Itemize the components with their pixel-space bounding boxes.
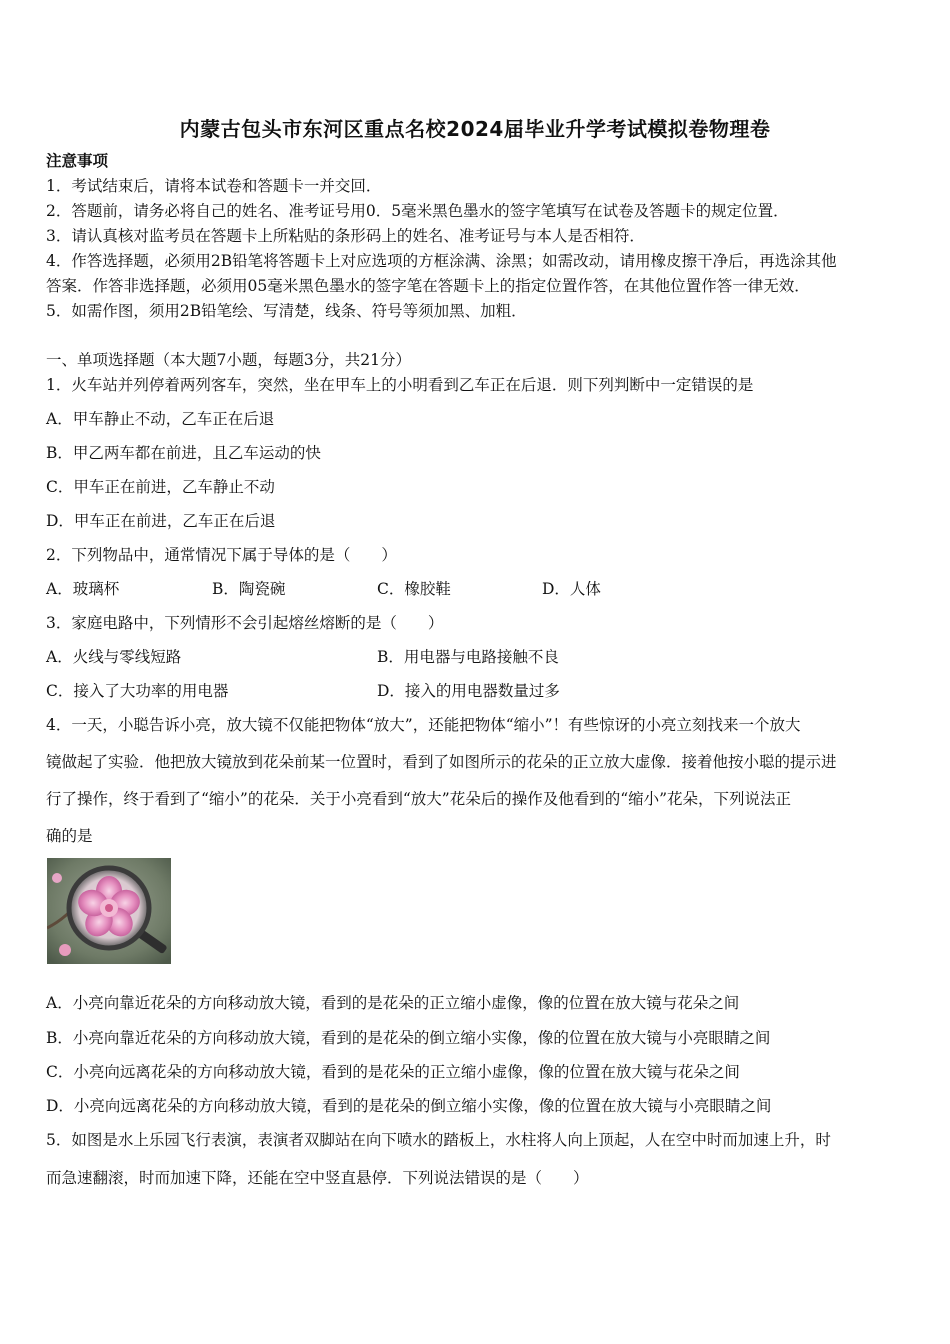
question-2-option-c: C．橡胶鞋 bbox=[377, 580, 451, 598]
exam-title: 内蒙古包头市东河区重点名校2024届毕业升学考试模拟卷物理卷 bbox=[179, 117, 771, 141]
question-4-option-d: D．小亮向远离花朵的方向移动放大镜，看到的是花朵的倒立缩小实像，像的位置在放大镜与小亮眼睛之间 bbox=[46, 1097, 772, 1115]
question-2-stem: 2．下列物品中，通常情况下属于导体的是（ ） bbox=[46, 546, 397, 564]
question-4-stem-line: 4．一天，小聪告诉小亮，放大镜不仅能把物体“放大”，还能把物体“缩小”！有些惊讶的小亮立刻找来一个放大 bbox=[46, 716, 801, 734]
question-4-stem-line: 行了操作，终于看到了“缩小”的花朵．关于小亮看到“放大”花朵后的操作及他看到的“缩小”花朵，下列说法正 bbox=[46, 790, 792, 808]
question-5-stem-line: 而急速翻滚，时而加速下降，还能在空中竖直悬停．下列说法错误的是（ ） bbox=[46, 1169, 589, 1187]
notice-item: 3．请认真核对监考员在答题卡上所粘贴的条形码上的姓名、准考证号与本人是否相符． bbox=[46, 227, 645, 245]
question-1-option-b: B．甲乙两车都在前进，且乙车运动的快 bbox=[46, 444, 321, 462]
notice-heading: 注意事项 bbox=[46, 151, 109, 170]
question-1-option-d: D．甲车正在前进，乙车正在后退 bbox=[46, 512, 276, 530]
question-1-stem: 1．火车站并列停着两列客车，突然，坐在甲车上的小明看到乙车正在后退．则下列判断中一定错误的是 bbox=[46, 376, 754, 394]
notice-item: 答案．作答非选择题，必须用05毫米黑色墨水的签字笔在答题卡上的指定位置作答，在其他位置作答一律无效． bbox=[46, 277, 810, 295]
question-4-option-c: C．小亮向远离花朵的方向移动放大镜，看到的是花朵的正立缩小虚像，像的位置在放大镜与花朵之间 bbox=[46, 1063, 740, 1081]
question-2-option-b: B．陶瓷碗 bbox=[212, 580, 286, 598]
question-1-option-c: C．甲车正在前进，乙车静止不动 bbox=[46, 478, 275, 496]
question-3-option-d: D．接入的用电器数量过多 bbox=[377, 682, 560, 700]
question-3-option-b: B．用电器与电路接触不良 bbox=[377, 648, 559, 666]
question-3-option-c: C．接入了大功率的用电器 bbox=[46, 682, 229, 700]
question-1-option-a: A．甲车静止不动，乙车正在后退 bbox=[46, 410, 275, 428]
question-3-stem: 3．家庭电路中，下列情形不会引起熔丝熔断的是（ ） bbox=[46, 614, 444, 632]
question-4-option-a: A．小亮向靠近花朵的方向移动放大镜，看到的是花朵的正立缩小虚像，像的位置在放大镜与花朵之间 bbox=[46, 994, 740, 1012]
notice-item: 5．如需作图，须用2B铅笔绘、写清楚，线条、符号等须加黑、加粗． bbox=[46, 302, 527, 320]
question-5-stem-line: 5．如图是水上乐园飞行表演，表演者双脚站在向下喷水的踏板上，水柱将人向上顶起，人在空中时而加速上升，时 bbox=[46, 1131, 831, 1149]
flower-magnifier-image bbox=[47, 858, 171, 964]
notice-item: 4．作答选择题，必须用2B铅笔将答题卡上对应选项的方框涂满、涂黑；如需改动，请用橡皮擦干净后，再选涂其他 bbox=[46, 252, 837, 270]
question-2-option-a: A．玻璃杯 bbox=[46, 580, 120, 598]
question-3-option-a: A．火线与零线短路 bbox=[46, 648, 182, 666]
notice-item: 1．考试结束后，请将本试卷和答题卡一并交回． bbox=[46, 177, 382, 195]
question-2-option-d: D．人体 bbox=[542, 580, 601, 598]
question-4-stem-line: 镜做起了实验．他把放大镜放到花朵前某一位置时，看到了如图所示的花朵的正立放大虚像．接着他按小聪的提示进 bbox=[46, 753, 837, 771]
section-heading: 一、单项选择题（本大题7小题，每题3分，共21分） bbox=[46, 351, 411, 369]
question-4-option-b: B．小亮向靠近花朵的方向移动放大镜，看到的是花朵的倒立缩小实像，像的位置在放大镜与小亮眼睛之间 bbox=[46, 1029, 771, 1047]
question-4-stem-line: 确的是 bbox=[46, 827, 93, 845]
notice-item: 2．答题前，请务必将自己的姓名、准考证号用0．5毫米黑色墨水的签字笔填写在试卷及答题卡的规定位置． bbox=[46, 202, 789, 220]
